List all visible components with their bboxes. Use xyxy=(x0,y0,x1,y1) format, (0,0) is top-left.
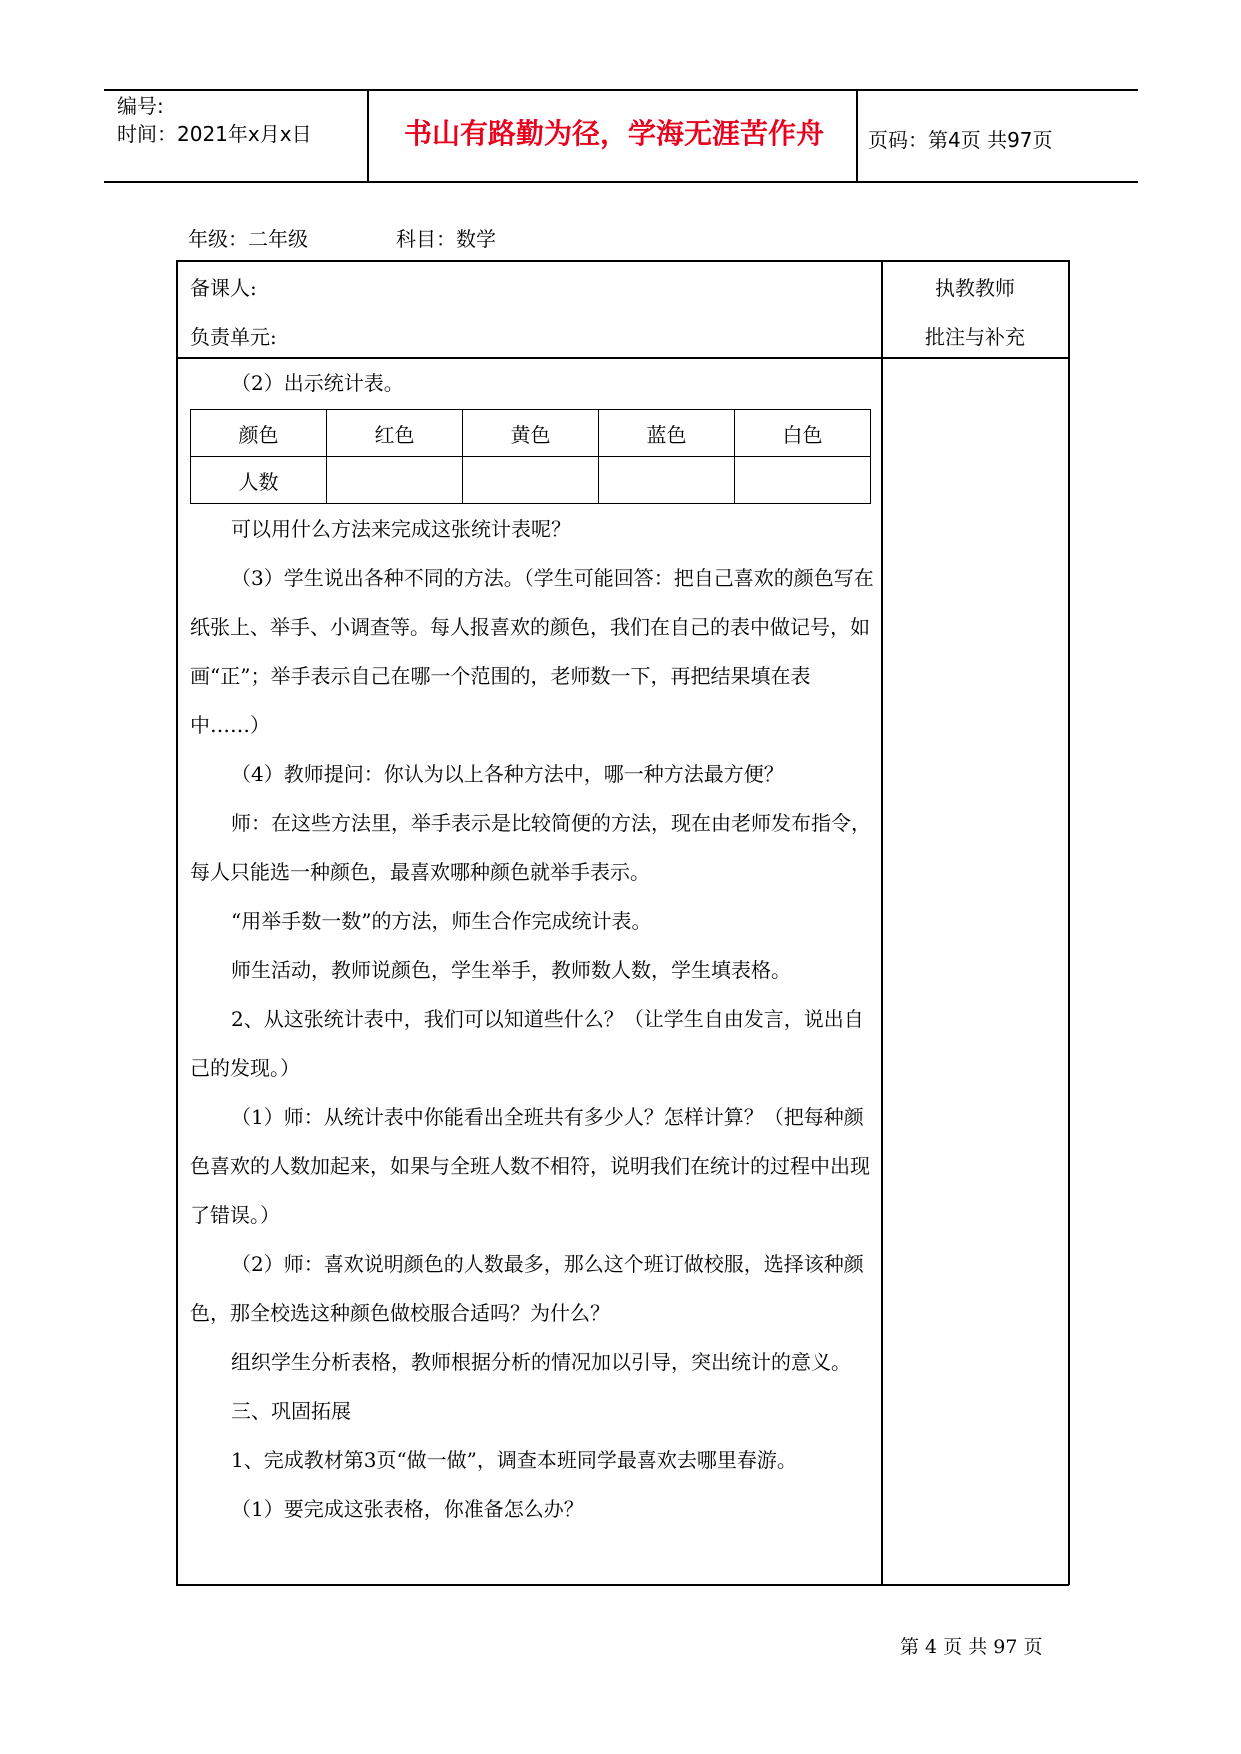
stat-value-row xyxy=(191,457,871,504)
paragraph: （3）学生说出各种不同的方法。（学生可能回答：把自己喜欢的颜色写在纸张上、举手、小调查等。每人报喜欢的颜色，我们在自己的表中做记号，如画“正”；举手表示自己在哪一个范围的，老师数一下，再把结果填在表中……） xyxy=(190,566,874,737)
header-left-info xyxy=(117,92,312,148)
stat-value-cell xyxy=(463,457,599,504)
stat-header-cell: 红色 xyxy=(327,410,463,457)
intro-text: （2）出示统计表。 xyxy=(231,371,404,395)
stat-value-cell xyxy=(599,457,735,504)
grade-label: 年级：二年级 xyxy=(188,227,308,251)
paragraph: 可以用什么方法来完成这张统计表呢？ xyxy=(231,517,571,541)
unit-label: 负责单元: xyxy=(190,325,277,349)
header-motto: 书山有路勤为径，学海无涯苦作舟 xyxy=(403,117,824,150)
table-border-left xyxy=(176,260,178,1585)
preparer-label: 备课人: xyxy=(190,276,257,300)
paragraph: （1）要完成这张表格，你准备怎么办？ xyxy=(231,1497,584,1521)
table-border-top xyxy=(176,260,1069,262)
table-border-right xyxy=(1068,260,1070,1585)
stat-header-cell: 黄色 xyxy=(463,410,599,457)
lesson-body xyxy=(190,505,876,1534)
paragraph: （4）教师提问：你认为以上各种方法中，哪一种方法最方便？ xyxy=(231,762,784,786)
table-border-bottom xyxy=(176,1584,1069,1586)
page-footer: 第 4 页 共 97 页 xyxy=(900,1636,1043,1658)
paragraph: （2）师：喜欢说明颜色的人数最多，那么这个班订做校服，选择该种颜色，那全校选这种颜色做校服合适吗？为什么？ xyxy=(190,1252,864,1325)
statistics-table xyxy=(190,409,871,504)
time-label: 时间：2021年x月x日 xyxy=(117,122,312,146)
stat-header-cell: 颜色 xyxy=(191,410,327,457)
header-top-rule xyxy=(104,89,1138,91)
paragraph: 1、完成教材第3页“做一做”，调查本班同学最喜欢去哪里春游。 xyxy=(231,1448,797,1472)
stat-value-cell xyxy=(735,457,871,504)
stat-header-row xyxy=(191,410,871,457)
paragraph: 组织学生分析表格，教师根据分析的情况加以引导，突出统计的意义。 xyxy=(231,1350,851,1374)
serial-label: 编号: xyxy=(117,94,164,118)
paragraph: “用举手数一数”的方法，师生合作完成统计表。 xyxy=(231,909,652,933)
header-bottom-rule xyxy=(104,181,1138,183)
intro-line xyxy=(231,359,917,408)
notes-header: 批注与补充 xyxy=(925,325,1025,349)
paragraph: （1）师：从统计表中你能看出全班共有多少人？怎样计算？（把每种颜色喜欢的人数加起来，如果与全班人数不相符，说明我们在统计的过程中出现了错误。） xyxy=(190,1105,870,1227)
section-heading: 三、巩固拓展 xyxy=(231,1399,351,1423)
table-column-divider xyxy=(881,260,883,1585)
header-page-info: 页码：第4页 共97页 xyxy=(868,128,1053,152)
paragraph: 师：在这些方法里，举手表示是比较简便的方法，现在由老师发布指令，每人只能选一种颜色，最喜欢哪种颜色就举手表示。 xyxy=(190,811,871,884)
header-divider-left xyxy=(367,89,369,183)
subject-label: 科目：数学 xyxy=(396,227,496,251)
stat-value-cell xyxy=(327,457,463,504)
paragraph: 师生活动，教师说颜色，学生举手，教师数人数，学生填表格。 xyxy=(231,958,791,982)
stat-header-cell: 白色 xyxy=(735,410,871,457)
stat-row-label: 人数 xyxy=(191,457,327,504)
stat-header-cell: 蓝色 xyxy=(599,410,735,457)
paragraph: 2、从这张统计表中，我们可以知道些什么？（让学生自由发言，说出自己的发现。） xyxy=(190,1007,864,1080)
instructor-header: 执教教师 xyxy=(935,276,1015,300)
